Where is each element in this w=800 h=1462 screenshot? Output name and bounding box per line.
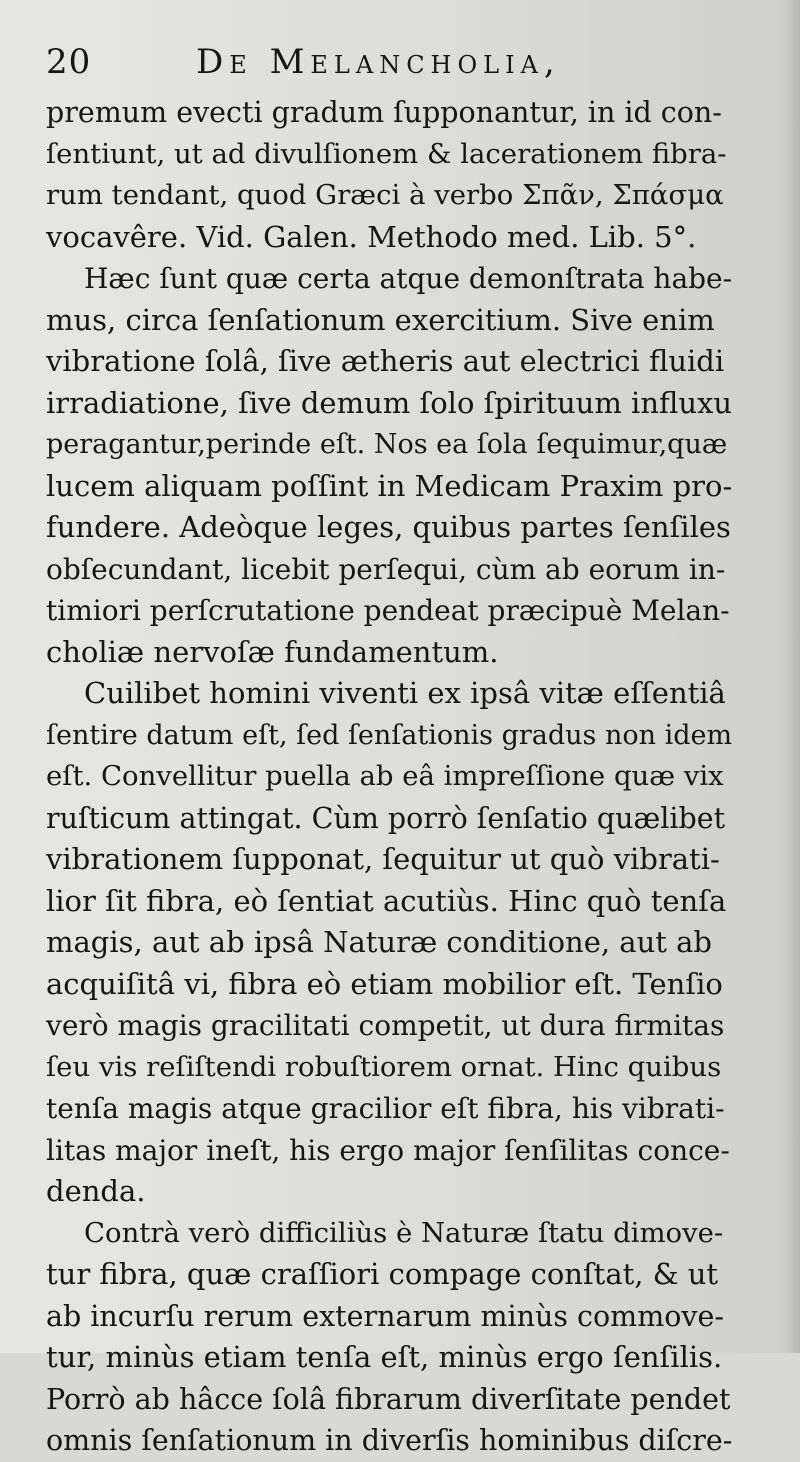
text-line: obſecundant, licebit perſequi, cùm ab eorum in- (46, 552, 726, 586)
text-line: denda. (46, 1174, 146, 1208)
text-line: fundere. Adeòque leges, quibus partes ſenſiles (46, 510, 731, 544)
text-line: timiori perſcrutatione pendeat præcipuè Melan- (46, 594, 730, 627)
text-line: omnis ſenſationum in diverſis hominibus diſcre- (46, 1424, 732, 1457)
page-header (46, 40, 746, 90)
text-line: lior ſit fibra, eò ſentiat acutiùs. Hinc quò tenſa (46, 883, 727, 918)
text-line: ruſticum attingat. Cùm porrò ſenſatio quælibet (46, 801, 726, 835)
text-line: Contrà verò difficiliùs è Naturæ ſtatu dimove- (84, 1216, 724, 1249)
text-line: irradiatione, ſive demum ſolo ſpirituum influxu (46, 385, 732, 420)
text-line: rum tendant, quod Græci à verbo Σπᾶν, Σπάσμα (46, 179, 724, 211)
text-line: ſeu vis reſiſtendi robuſtiorem ornat. Hinc quibus (46, 1050, 722, 1083)
text-line: tenſa magis atque gracilior eſt fibra, his vibrati- (46, 1092, 725, 1125)
text-line: vibratione ſolâ, ſive ætheris aut electrici fluidi (46, 344, 725, 378)
text-line: vocavêre. Vid. Galen. Methodo med. Lib. 5°. (46, 219, 697, 254)
text-line: lucem aliquam poſſint in Medicam Praxim pro- (46, 468, 732, 503)
text-line: verò magis gracilitati competit, ut dura firmitas (46, 1009, 725, 1042)
text-line: acquiſitâ vi, fibra eò etiam mobilior eſt. Tenſio (46, 966, 723, 1001)
text-line: vibrationem ſupponat, ſequitur ut quò vibrati- (46, 842, 720, 876)
body-text (46, 92, 732, 1462)
text-line: Porrò ab hâcce ſolâ fibrarum diverſitate pendet (46, 1382, 731, 1416)
text-line: Hæc ſunt quæ certa atque demonſtrata habe- (84, 262, 732, 295)
text-line: tur, minùs etiam tenſa eſt, minùs ergo ſenſilis. (46, 1340, 723, 1374)
text-line: mus, circa ſenſationum exercitium. Sive enim (46, 302, 715, 337)
text-line: choliæ nervoſæ fundamentum. (46, 634, 499, 669)
text-line: ſentire datum eſt, ſed ſenſationis gradus non idem (46, 719, 732, 751)
text-line: ſentiunt, ut ad divulſionem & lacerationem fibra- (46, 137, 727, 170)
text-line: Cuilibet homini viventi ex ipsâ vitæ eſſentiâ (84, 676, 726, 710)
page-number: 20 (46, 42, 92, 82)
text-line: premum evecti gradum ſupponantur, in id con- (46, 96, 722, 129)
running-title: De Melancholia, (196, 42, 561, 82)
page-edge-shadow (782, 0, 800, 1353)
text-line: peragantur,perinde eſt. Nos ea ſola ſequimur,quæ (46, 429, 728, 460)
text-line: ab incurſu rerum externarum minùs commove- (46, 1299, 724, 1333)
text-line: tur fibra, quæ craſſiori compage conſtat, & ut (46, 1257, 719, 1291)
text-line: litas major ineſt, his ergo major ſenſilitas conce- (46, 1133, 730, 1167)
text-line: magis, aut ab ipsâ Naturæ conditione, aut ab (46, 925, 712, 959)
text-line: eſt. Convellitur puella ab eâ impreſſione quæ vix (46, 760, 724, 792)
